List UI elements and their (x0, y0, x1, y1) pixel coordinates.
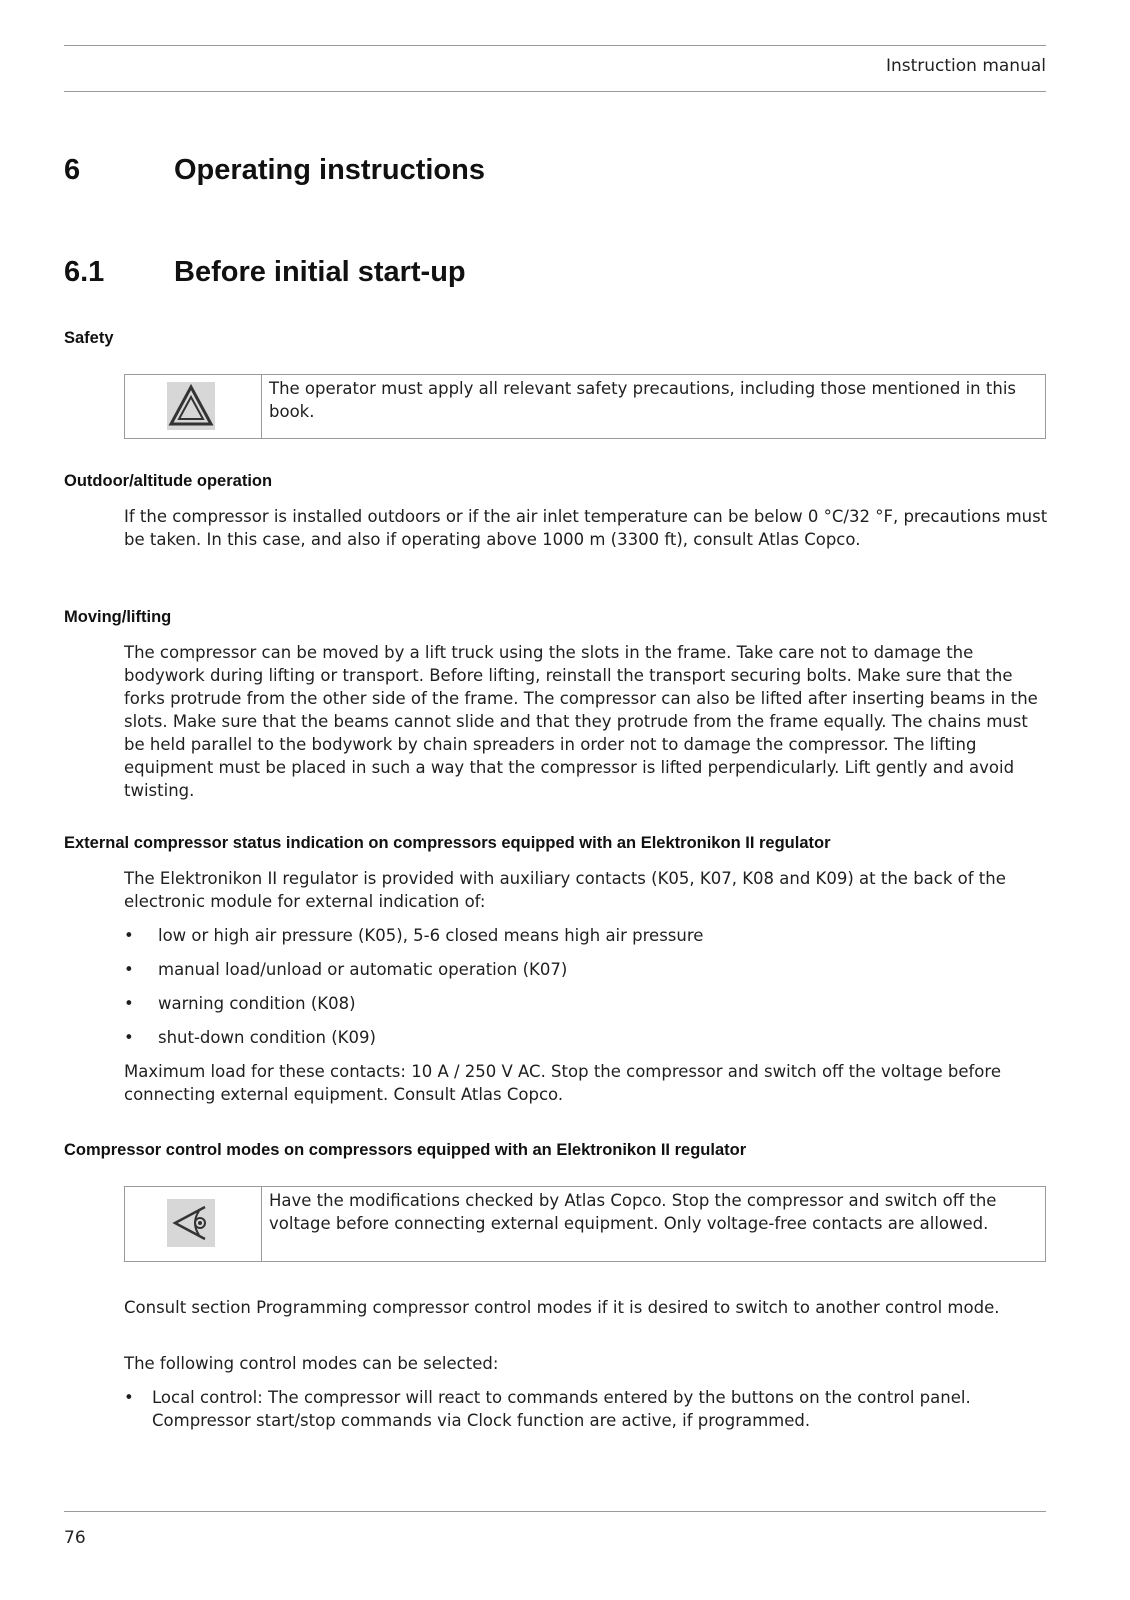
outdoor-heading: Outdoor/altitude operation (64, 472, 273, 490)
running-header-title: Instruction manual (885, 56, 1046, 76)
warning-triangle-icon (167, 382, 215, 430)
section-number: 6.1 (64, 256, 105, 288)
control-modes-paragraph-1: Consult section Programming compressor control modes if it is desired to switch to another control mode. (124, 1298, 1000, 1317)
outdoor-paragraph: If the compressor is installed outdoors or if the air inlet temperature can be below 0 °C/32 °F, precautions must be taken. In this case, and also if operating above 1000 m (3300 ft), consult Atlas Copco. (124, 507, 1048, 549)
external-status-outro: Maximum load for these contacts: 10 A / 250 V AC. Stop the compressor and switch off the voltage before connecting external equipment. Consult Atlas Copco. (124, 1062, 1001, 1104)
safety-heading: Safety (64, 329, 114, 347)
list-item-text: warning condition (K08) (158, 994, 356, 1013)
list-item-text: low or high air pressure (K05), 5-6 closed means high air pressure (158, 926, 704, 945)
bullet-dot: • (124, 1028, 134, 1047)
control-modes-note-icon-cell (125, 1187, 262, 1261)
external-status-heading: External compressor status indication on compressors equipped with an Elektronikon II regulator (64, 834, 831, 852)
list-item-text: manual load/unload or automatic operation (K07) (158, 960, 568, 979)
external-status-intro: The Elektronikon II regulator is provided with auxiliary contacts (K05, K07, K08 and K09) at the back of the electronic module for external indication of: (124, 869, 1006, 911)
list-item-text: Local control: The compressor will react to commands entered by the buttons on the control panel. Compressor start/stop commands via Clock function are active, if programmed. (152, 1388, 971, 1430)
moving-paragraph: The compressor can be moved by a lift truck using the slots in the frame. Take care not to damage the bodywork during lifting or transport. Before lifting, reinstall the transport securing bolts. Make sure that the forks protrude from the other side of the frame. The compressor can also be lifted after inserting beams in the slots. Make sure that the beams cannot slide and that they protrude from the frame equally. The chains must be held parallel to the bodywork by chain spreaders in order not to damage the compressor. The lifting equipment must be placed in such a way that the compressor is lifted perpendicularly. Lift gently and avoid twisting. (124, 643, 1038, 800)
bullet-dot: • (124, 1388, 134, 1407)
control-modes-note-text: Have the modifications checked by Atlas Copco. Stop the compressor and switch off the voltage before connecting external equipment. Only voltage-free contacts are allowed. (269, 1191, 997, 1233)
control-modes-heading: Compressor control modes on compressors equipped with an Elektronikon II regulator (64, 1141, 747, 1159)
bullet-dot: • (124, 960, 134, 979)
control-modes-note (124, 1186, 1046, 1262)
attention-eye-icon (167, 1199, 215, 1247)
moving-heading: Moving/lifting (64, 608, 172, 626)
footer-rule (64, 1511, 1046, 1512)
safety-note-icon-cell (125, 375, 262, 438)
chapter-title: Operating instructions (174, 154, 485, 186)
header-top-rule (64, 45, 1046, 46)
safety-note (124, 374, 1046, 439)
safety-note-text: The operator must apply all relevant safety precautions, including those mentioned in this book. (269, 379, 1016, 421)
header-bottom-rule (64, 91, 1046, 92)
bullet-dot: • (124, 994, 134, 1013)
chapter-number: 6 (64, 154, 81, 186)
list-item-text: shut-down condition (K09) (158, 1028, 376, 1047)
section-title: Before initial start-up (174, 256, 466, 288)
page-number: 76 (64, 1528, 86, 1548)
control-modes-paragraph-2: The following control modes can be selected: (124, 1354, 499, 1373)
bullet-dot: • (124, 926, 134, 945)
